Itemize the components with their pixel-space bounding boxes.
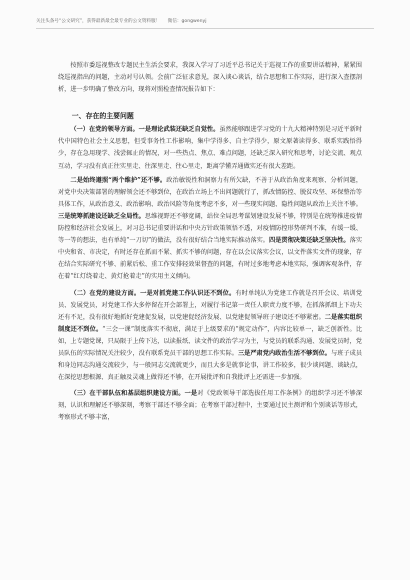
item1-sub2: 二是始终遵照“两个维护”还不够。 xyxy=(70,176,167,184)
item1-text3: 思维视野还不够宽阔，站位全局思考谋划建设发展不够，特别是在统筹推进疫情防控和经济社会发展上，对习总书记重要讲话和中央方针政策领悟不透，对疫情防控形势研判不准，有缓一缓、等一等的想法，也有单纯“一刀切”的做法，没有很好结合当地实际推动落实。 xyxy=(58,212,363,245)
item1-heading: （一）在党的领导方面。 xyxy=(70,126,139,134)
item3-paragraph xyxy=(58,388,362,424)
item1-text4: 落实中央和省、市决定，有时还存在抓而不紧、抓实不够的问题，存在以会议落实会议，以文件落实文件的现象，存在结合实际研究不够、前紧后松、重工作安排轻效果督查的问题，有时过多地考虑本地实际，强调客观条件，存在着“红灯绕着走、黄灯抢着走”的实用主义倾向。 xyxy=(58,237,363,281)
document-body xyxy=(58,60,362,425)
header-notice: 关注头条号“公文研究”，获得最新最全最专业的公文资料服！ xyxy=(36,19,161,24)
item3-heading: （三）在干部队伍和基层组织建设方面。 xyxy=(70,390,185,398)
wechat-label: 微信：gongwenyj xyxy=(167,19,207,24)
item1-sub1: 一是理论武装还缺乏自觉性。 xyxy=(138,126,220,134)
header-divider xyxy=(36,28,374,29)
item2-sub1: 一是对抓党建工作认识还不到位。 xyxy=(140,289,236,297)
intro-paragraph: 按照市委巡视整改专题民主生活会要求，我深入学习了习近平总书记关于巡视工作的重要讲话精神，紧紧围绕巡视指出的问题，主动对号认领。会前广泛征求意见，深入谈心谈话，结合思想和工作实际，进行深入查摆剖析，进一步明确了整改方向，现将对照检查情况报告如下： xyxy=(58,62,362,94)
item2-sub3: 三是严肃党内政治生活不够到位。 xyxy=(237,349,332,357)
item1-paragraph-1 xyxy=(58,124,362,172)
item1-sub3: 三是统筹抓建设还缺乏全局性。 xyxy=(58,212,145,220)
section-heading-problems: 一、存在的主要问题 xyxy=(71,112,134,121)
item1-text1: 虽然能够跟进学习党的十九大精神特别是习近平新时代中国特色社会主义思想，但受事务性工作影响，集中学得多、自主学得少，原文原著读得多、联系实践悟得少，存在急用现学、浅尝辄止的情况，对一些热点、焦点、难点问题，还缺乏深入研究和思考，讨论交流、观点互动，学习没有真正往实里走、往深里走、往心里走，距离学懂弄通做实还有很大差距。 xyxy=(58,126,363,170)
item2-text3: 与班子成员和身边同志沟通交流较少，与一般同志交流就更少，而且大多是就事论事，讲工作较多，很少谈问题、谈缺点，在深挖思想根源、真正触及灵魂上做得还不够，在开展批评和自我批评上还需进一步加强。 xyxy=(58,349,363,382)
item2-heading: （二）在党的建设方面。 xyxy=(70,289,141,297)
item1-sub4: 四是贯彻决策还缺乏坚决性。 xyxy=(269,237,350,245)
wechat-id: gongwenyj xyxy=(181,19,207,24)
item3-sub1: 一是 xyxy=(184,390,198,398)
header-banner xyxy=(36,19,213,25)
item2-paragraph xyxy=(58,288,362,385)
item2-text1: 有时单纯认为党建工作就是召开会议、培训党员、发展党员，对党建工作大多停留在开会部署上，对履行书记第一责任人职责力度不够，在抓落抓细上下功夫还有不足，没有很好地抓好党建促发展，以党建促经济发展、以党建促领导班子建设还不够紧密。 xyxy=(58,289,363,321)
item2-text2: “三会一课”制度落实不彻底，满足于上级要求的“规定动作”，内容比较单一，缺乏创新性。比如，上专题党课，只局限于上传下达，以读报纸、读文件的政治学习为主，与党员的联系沟通、发展党员时，党员队伍的实际情况关注较少，没有联系党员干部的思想工作实际。 xyxy=(58,325,363,357)
item3-text1: 对《党政领导干部选拔任用工作条例》的组织学习还不够深刻，认识和理解还不够深刻，考察干部还不够全面；在考察干部过程中，主要通过民主测评和个别谈话等形式，考察形式不够丰富， xyxy=(58,390,363,422)
item1-text2: 政治敏锐性和洞察力有所欠缺，不善于从政治角度来观察、分析问题，对党中央决策部署的理解领会还不够到位，在政治立场上不出问题就行了，抓改情防控、脱贫攻坚、环保整治等具体工作，从政治意义、政治影响、政治风险等角度考虑不多，对一些现实问题、隐性问题从政治上关注不够。 xyxy=(58,176,363,208)
item2-sub2: 二是落实组织制度还不到位。 xyxy=(58,313,363,333)
item1-paragraph-2 xyxy=(58,175,362,284)
